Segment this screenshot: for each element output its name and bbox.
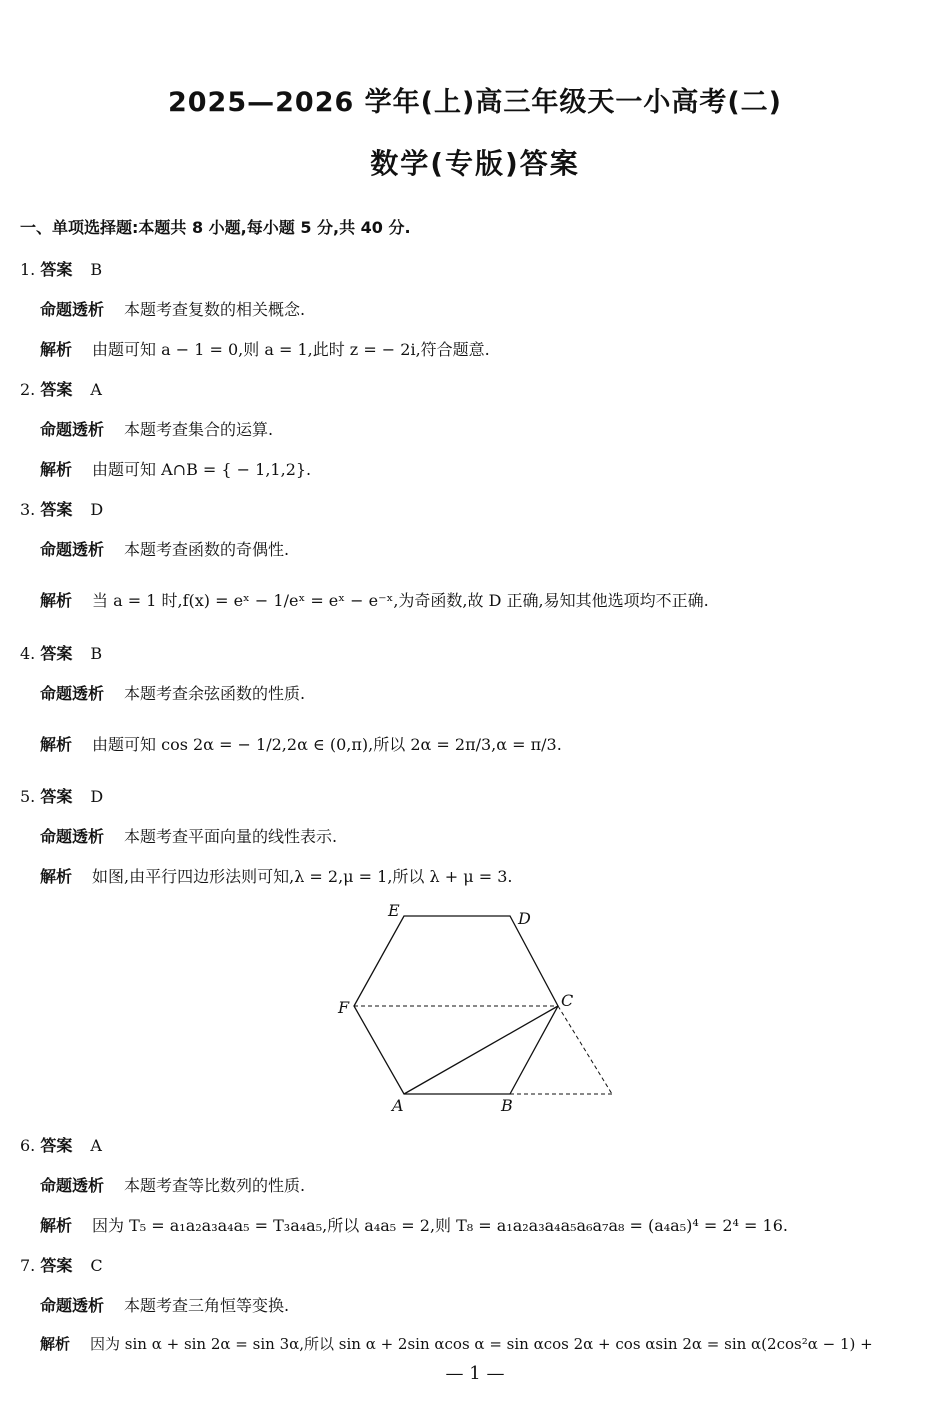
answer-label: 答案	[40, 500, 73, 519]
document-title: 2025—2026 学年(上)高三年级天一小高考(二)	[167, 87, 783, 118]
analysis-label: 解析	[40, 735, 73, 754]
purpose-label: 命题透析	[40, 684, 105, 703]
answer-value: A	[90, 380, 102, 399]
purpose-text: 本题考查等比数列的性质.	[124, 1176, 306, 1195]
purpose-text: 本题考查平面向量的线性表示.	[124, 827, 338, 846]
purpose-text: 本题考查函数的奇偶性.	[124, 540, 290, 559]
answer-label: 答案	[40, 1136, 73, 1155]
analysis-label: 解析	[40, 591, 73, 610]
answer-label: 答案	[40, 644, 73, 663]
analysis-label: 解析	[40, 1335, 71, 1353]
question-6-purpose	[40, 1173, 305, 1196]
purpose-text: 本题考查余弦函数的性质.	[124, 684, 306, 703]
answer-value: B	[90, 260, 103, 279]
analysis-text: 因为 sin α + sin 2α = sin 3α,所以 sin α + 2sin αcos α = sin αcos 2α + cos αsin 2α = sin α(2cos²α − 1) +	[90, 1335, 873, 1353]
analysis-text: 由题可知 a − 1 = 0,则 a = 1,此时 z = − 2i,符合题意.	[92, 340, 490, 359]
answer-label: 答案	[40, 787, 73, 806]
purpose-text: 本题考查三角恒等变换.	[124, 1296, 290, 1315]
answer-label: 答案	[40, 380, 73, 399]
answer-label: 答案	[40, 260, 73, 279]
analysis-text: 由题可知 A∩B = { − 1,1,2}.	[92, 460, 312, 479]
analysis-text: 当 a = 1 时,f(x) = eˣ − 1/eˣ = eˣ − e⁻ˣ,为奇函数,故 D 正确,易知其他选项均不正确.	[92, 591, 709, 610]
purpose-label: 命题透析	[40, 827, 105, 846]
analysis-text: 由题可知 cos 2α = − 1/2,2α ∈ (0,π),所以 2α = 2π/3,α = π/3.	[92, 735, 562, 754]
point-label-b: B	[501, 1096, 513, 1115]
purpose-text: 本题考查复数的相关概念.	[124, 300, 306, 319]
question-number: 5.	[20, 787, 36, 806]
point-label-d: D	[518, 909, 531, 928]
purpose-label: 命题透析	[40, 1296, 105, 1315]
question-number: 7.	[20, 1256, 36, 1275]
answer-value: D	[90, 787, 104, 806]
question-number: 1.	[20, 260, 36, 279]
question-number: 2.	[20, 380, 36, 399]
analysis-text: 如图,由平行四边形法则可知,λ = 2,μ = 1,所以 λ + μ = 3.	[92, 867, 513, 886]
question-number: 3.	[20, 500, 36, 519]
document-subtitle: 数学(专版)答案	[370, 147, 580, 180]
hexagon-outline	[354, 916, 558, 1094]
question-6-analysis	[40, 1213, 788, 1236]
answer-value: B	[90, 644, 103, 663]
page-number: — 1 —	[445, 1363, 505, 1384]
point-label-c: C	[561, 991, 574, 1010]
point-label-e: E	[388, 901, 400, 920]
analysis-label: 解析	[40, 460, 73, 479]
segment-ac	[404, 1006, 558, 1094]
point-label-f: F	[338, 998, 350, 1017]
answer-value: C	[90, 1256, 103, 1275]
purpose-label: 命题透析	[40, 300, 105, 319]
purpose-text: 本题考查集合的运算.	[124, 420, 274, 439]
analysis-label: 解析	[40, 867, 73, 886]
question-6-answer	[20, 1133, 102, 1156]
answer-value: A	[90, 1136, 102, 1155]
question-7-purpose	[40, 1293, 289, 1316]
question-number: 6.	[20, 1136, 36, 1155]
purpose-label: 命题透析	[40, 540, 105, 559]
purpose-label: 命题透析	[40, 420, 105, 439]
question-number: 4.	[20, 644, 36, 663]
answer-value: D	[90, 500, 104, 519]
analysis-label: 解析	[40, 1216, 73, 1235]
point-label-a: A	[392, 1096, 404, 1115]
analysis-text: 因为 T₅ = a₁a₂a₃a₄a₅ = T₃a₄a₅,所以 a₄a₅ = 2,则 T₈ = a₁a₂a₃a₄a₅a₆a₇a₈ = (a₄a₅)⁴ = 2⁴ = 16.	[92, 1216, 788, 1235]
purpose-label: 命题透析	[40, 1176, 105, 1195]
question-7-answer	[20, 1253, 103, 1276]
answer-label: 答案	[40, 1256, 73, 1275]
analysis-label: 解析	[40, 340, 73, 359]
question-7-analysis	[40, 1333, 873, 1354]
section-heading: 一、单项选择题:本题共 8 小题,每小题 5 分,共 40 分.	[20, 218, 411, 237]
segment-c-extension-dashed	[558, 1006, 612, 1094]
